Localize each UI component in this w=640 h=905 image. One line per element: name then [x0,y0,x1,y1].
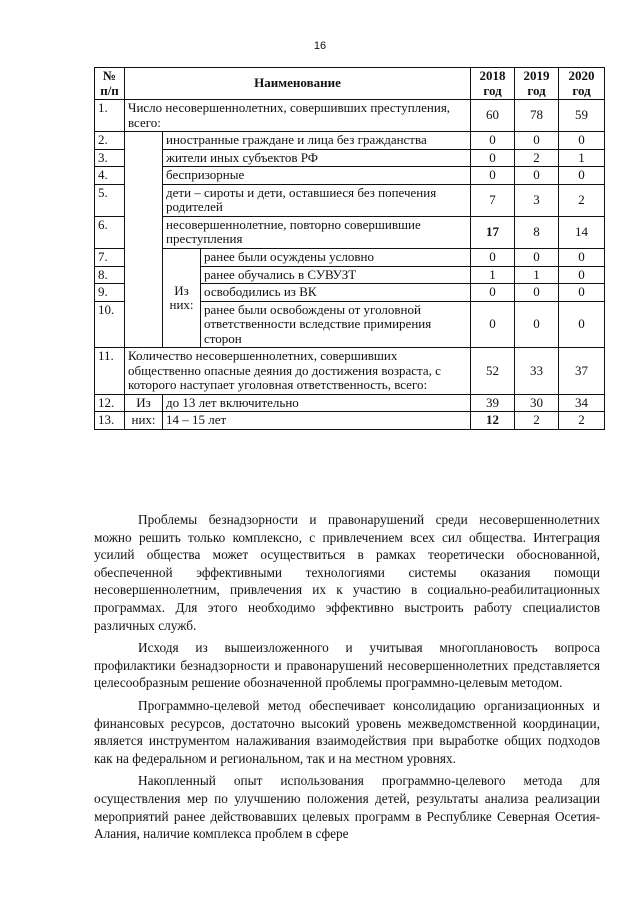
value-2019: 78 [515,100,559,132]
value-2020: 37 [559,348,605,395]
row-number: 2. [95,132,125,150]
value-2018: 0 [471,249,515,267]
value-2018: 39 [471,394,515,412]
row-name: освободились из ВК [201,284,471,302]
row-number: 10. [95,301,125,348]
header-2019: 2019 год [515,68,559,100]
row-name: несовершеннолетние, повторно совершившие преступления [163,216,471,248]
row-name: ранее обучались в СУВУЗТ [201,266,471,284]
value-2020: 1 [559,149,605,167]
row-name: Количество несовершеннолетних, совершивших общественно опасные деяния до достижения возраста, с которого наступает уголовная ответственность, всего: [125,348,471,395]
value-2018: 0 [471,284,515,302]
value-2020: 0 [559,284,605,302]
row-name: жители иных субъектов РФ [163,149,471,167]
value-2018: 0 [471,132,515,150]
table-row [95,348,605,395]
row-name: до 13 лет включительно [163,394,471,412]
row-number: 6. [95,216,125,248]
row-name: дети – сироты и дети, оставшиеся без попечения родителей [163,184,471,216]
value-2018: 7 [471,184,515,216]
row-name: Число несовершеннолетних, совершивших преступления, всего: [125,100,471,132]
value-2019: 0 [515,132,559,150]
row-name: 14 – 15 лет [163,412,471,430]
table-row [95,184,605,216]
value-2018: 0 [471,301,515,348]
paragraph: Программно-целевой метод обеспечивает консолидацию организационных и финансовых ресурсов, достаточно высокий уровень межведомственной координации, является инструментом налаживания взаимодействия при выработке общих подходов как на федеральном и региональном, так и на местном уровнях. [94,697,600,766]
value-2018: 1 [471,266,515,284]
value-2020: 14 [559,216,605,248]
nih-label: них: [125,412,163,430]
value-2020: 0 [559,132,605,150]
value-2019: 33 [515,348,559,395]
value-2020: 0 [559,249,605,267]
table-row [95,216,605,248]
value-2019: 2 [515,149,559,167]
header-2020: 2020 год [559,68,605,100]
table-row [95,132,605,150]
value-2020: 0 [559,301,605,348]
row-number: 7. [95,249,125,267]
value-2019: 0 [515,284,559,302]
table-header-row [95,68,605,100]
row-number: 3. [95,149,125,167]
value-2018: 17 [471,216,515,248]
paragraph: Исходя из вышеизложенного и учитывая многоплановость вопроса профилактики безнадзорности и правонарушений несовершеннолетних представляется целесообразным решение обозначенной проблемы программно-целевым методом. [94,640,600,691]
row-number: 12. [95,394,125,412]
row-name: ранее были осуждены условно [201,249,471,267]
row-number: 5. [95,184,125,216]
value-2018: 0 [471,167,515,185]
value-2018: 12 [471,412,515,430]
iz-label: Из [125,394,163,412]
indent-cell [125,132,163,348]
iz-nih-label-b: них: [169,297,194,313]
table-row [95,394,605,412]
statistics-table [94,67,605,430]
value-2018: 0 [471,149,515,167]
table-row [95,412,605,430]
value-2019: 0 [515,301,559,348]
table-row [95,167,605,185]
row-number: 11. [95,348,125,395]
value-2018: 52 [471,348,515,395]
iz-nih-label [163,249,201,348]
table-row [95,149,605,167]
row-number: 9. [95,284,125,302]
page-number: 16 [313,40,327,52]
header-num: № п/п [95,68,125,100]
value-2019: 0 [515,167,559,185]
value-2019: 3 [515,184,559,216]
value-2020: 2 [559,412,605,430]
row-name: ранее были освобождены от уголовной ответственности вследствие примирения сторон [201,301,471,348]
value-2020: 0 [559,167,605,185]
value-2020: 34 [559,394,605,412]
value-2018: 60 [471,100,515,132]
table-row [95,249,605,267]
value-2020: 2 [559,184,605,216]
paragraph: Проблемы безнадзорности и правонарушений среди несовершеннолетних можно решить только комплексно, с привлечением всех сил общества. Интеграция усилий общества может осуществиться в рамках теоретически обоснованной, обеспеченной эффективными технологиями системы оказания помощи несовершеннолетним, привлечения их к участию в социально-реабилитационных программах. Для этого необходимо эффективно выстроить работу специалистов различных служб. [94,512,600,633]
value-2019: 2 [515,412,559,430]
value-2019: 1 [515,266,559,284]
value-2019: 30 [515,394,559,412]
row-number: 8. [95,266,125,284]
header-2018: 2018 год [471,68,515,100]
value-2019: 0 [515,249,559,267]
table-row [95,100,605,132]
value-2019: 8 [515,216,559,248]
paragraph: Накопленный опыт использования программно-целевого метода для осуществления мер по улучшению положения детей, результаты анализа реализации мероприятий ранее действовавших целевых программ в Республике Северная Осетия-Алания, наличие комплекса проблем в сфере [94,773,600,842]
row-name: беспризорные [163,167,471,185]
row-number: 1. [95,100,125,132]
row-name: иностранные граждане и лица без гражданства [163,132,471,150]
row-number: 4. [95,167,125,185]
value-2020: 59 [559,100,605,132]
row-number: 13. [95,412,125,430]
body-text [94,511,600,848]
header-name: Наименование [125,68,471,100]
value-2020: 0 [559,266,605,284]
iz-nih-label-a: Из [174,282,189,298]
